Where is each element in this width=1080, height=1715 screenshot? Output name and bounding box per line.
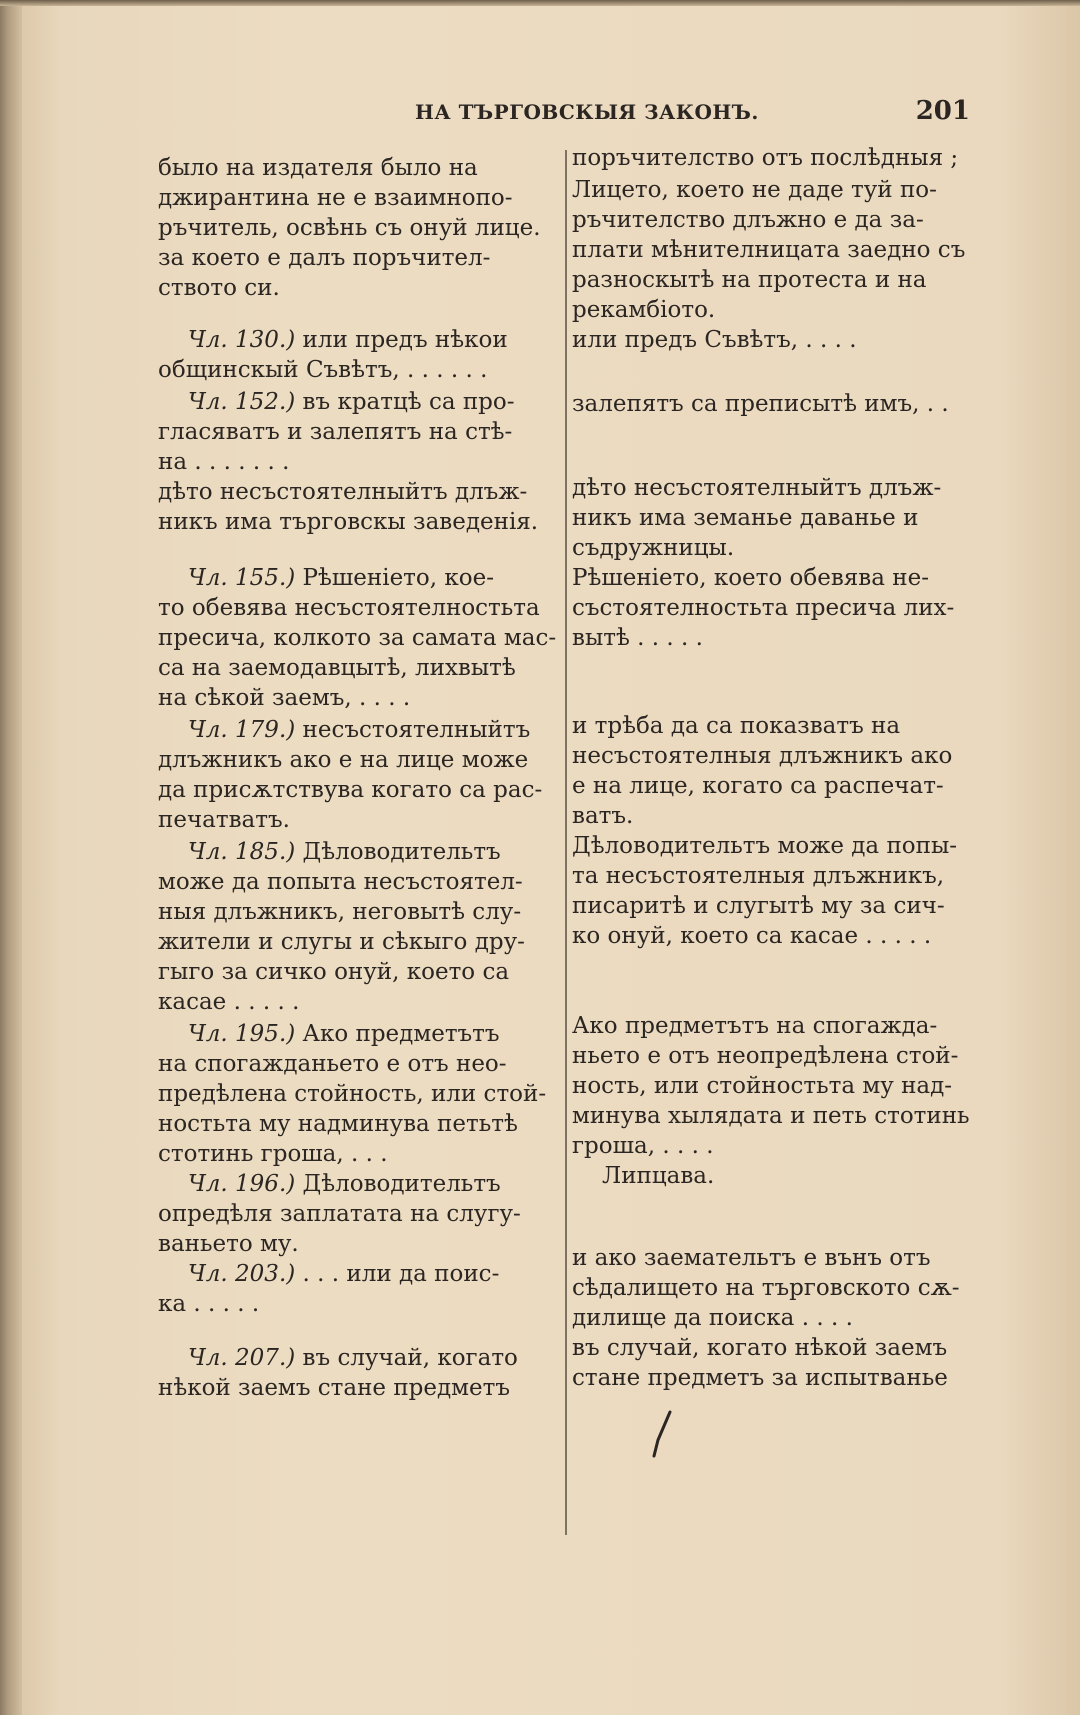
line-text: было на издателя было на [158,155,478,181]
line-text: то обевява несъстоятелностьта [158,595,540,621]
line-text: пресича, колкото за самата мас- [158,625,557,651]
left-column-line [158,1372,510,1404]
line-text: дѣто несъстоятелныйтъ длъж- [572,475,942,501]
line-text: ностьта му надминува петьтѣ [158,1111,518,1137]
line-text: Рѣшеніето, кое- [295,565,494,591]
left-column-line [158,476,527,508]
line-text: на . . . . . . . [158,449,290,475]
line-text: е на лице, когато са распечат- [572,773,944,799]
line-text: . . . или да поис- [295,1261,500,1287]
line-text: Дѣловодительтъ може да попы- [572,833,958,859]
left-column-line [158,1108,518,1140]
right-column-line [572,920,931,952]
right-column-line [572,472,941,504]
right-column-line [572,740,952,772]
line-text: общинскый Съвѣтъ, . . . . . . [158,357,488,383]
line-text: за което е далъ поръчител- [158,245,491,271]
right-column-line [572,264,927,296]
left-column-line [158,774,542,806]
line-text: дѣто несъстоятелныйтъ длъж- [158,479,528,505]
line-text: Ако предметътъ [295,1021,500,1047]
line-text: Липцава. [602,1163,715,1189]
line-text: длъжникъ ако е на лице може [158,747,529,773]
line-text: предѣлена стойность, или стой- [158,1081,547,1107]
line-text: рекамбіото. [572,297,716,323]
right-column-line [572,800,633,832]
right-column-line [572,890,945,922]
line-text: ность, или стойностьта му над- [572,1073,953,1099]
line-text: на спогажданьето е отъ нео- [158,1051,507,1077]
page-top-edge [0,0,1080,6]
left-column-line [158,242,490,274]
left-column-line [158,682,410,714]
right-column-line [572,562,929,594]
right-column-line [572,234,965,266]
article-number: Чл. 152.) [188,389,296,415]
pen-mark [648,1410,676,1460]
right-column-line [602,1160,714,1192]
line-text: никъ има търговскы заведенія. [158,509,539,535]
right-column-line [572,502,918,534]
left-column-line [188,836,501,868]
book-binding-edge [0,0,22,1715]
left-column-line [158,866,523,898]
line-text: въ кратцѣ са про- [295,389,515,415]
right-column-line [572,1130,714,1162]
line-text: печатватъ. [158,807,290,833]
left-column-line [158,986,299,1018]
right-column-line [572,1362,948,1394]
line-text: джирантина не е взаимнопо- [158,185,513,211]
line-text: въ случай, когато нѣкой заемъ [572,1335,948,1361]
page-number: 201 [915,96,970,126]
right-column-line [572,532,734,564]
right-column-line [572,1070,952,1102]
article-number: Чл. 155.) [188,565,296,591]
left-column-line [188,1342,518,1374]
right-column-line [572,770,944,802]
left-column-line [158,926,525,958]
line-text: сѣдалището на търговското сѫ- [572,1275,960,1301]
right-column-line [572,388,949,420]
article-number: Чл. 195.) [188,1021,296,1047]
line-text: жители и слугы и сѣкыго дру- [158,929,525,955]
right-column-line [572,294,715,326]
line-text: ко онуй, което са касае . . . . . [572,923,932,949]
left-column-line [158,1288,259,1320]
line-text: минува хылядата и петь стотинь [572,1103,970,1129]
right-column-line [572,1040,958,1072]
line-text: дилище да поиска . . . . [572,1305,853,1331]
right-column-line [572,1100,970,1132]
line-text: несъстоятелныйтъ [295,717,531,743]
running-title: НА ТЪРГОВСКЫЯ ЗАКОНЪ. [415,100,759,124]
line-text: или предъ нѣкои [295,327,508,353]
left-column-line [158,804,290,836]
line-text: ныя длъжникъ, неговытѣ слу- [158,899,522,925]
line-text: писаритѣ и слугытѣ му за сич- [572,893,945,919]
line-text: вытѣ . . . . . [572,625,703,651]
line-text: Лицето, което не даде туй по- [572,177,937,203]
right-column-line [572,174,937,206]
line-text: касае . . . . . [158,989,300,1015]
article-number: Чл. 196.) [188,1171,296,1197]
left-column-line [158,212,541,244]
line-text: Дѣловодительтъ [295,839,501,865]
line-text: несъстоятелныя длъжникъ ако [572,743,953,769]
line-text: ръчителство длъжно е да за- [572,207,924,233]
column-divider [565,150,567,1535]
left-column-line [158,446,289,478]
left-column-line [158,896,521,928]
line-text: никъ има земанье даванье и [572,505,919,531]
line-text: Ако предметътъ на спогажда- [572,1013,938,1039]
line-text: и трѣба да са показватъ на [572,713,901,739]
right-column-line [572,1010,937,1042]
left-column-line [158,1138,388,1170]
line-text: въ случай, когато [295,1345,518,1371]
left-column-line [188,324,508,356]
right-column-line [572,622,703,654]
line-text: са на заемодавцытѣ, лихвытѣ [158,655,516,681]
line-text: поръчителство отъ послѣдныя ; [572,145,959,171]
line-text: Рѣшеніето, което обевява не- [572,565,929,591]
right-column-line [572,1302,853,1334]
left-column-line [158,272,280,304]
line-text: да присѫтствува когато са рас- [158,777,543,803]
line-text: Дѣловодительтъ [295,1171,501,1197]
left-column-line [188,562,494,594]
left-column-line [188,1168,501,1200]
left-column-line [158,182,513,214]
line-text: ньето е отъ неопредѣлена стой- [572,1043,959,1069]
left-column-line [158,506,538,538]
line-text: гроша, . . . . [572,1133,714,1159]
right-column-line [572,324,857,356]
line-text: ка . . . . . [158,1291,260,1317]
line-text: залепятъ са преписытѣ имъ, . . [572,391,949,417]
right-column-line [572,592,954,624]
article-number: Чл. 130.) [188,327,296,353]
left-column-line [158,652,516,684]
article-number: Чл. 179.) [188,717,296,743]
right-column-line [572,142,958,174]
line-text: ството си. [158,275,280,301]
line-text: ватъ. [572,803,634,829]
left-column-line [158,354,487,386]
left-column-line [158,416,512,448]
left-column-line [188,714,530,746]
left-column-line [158,592,540,624]
line-text: нѣкой заемъ стане предметъ [158,1375,511,1401]
line-text: и ако заемательтъ е вънъ отъ [572,1245,931,1271]
right-column-line [572,1272,960,1304]
line-text: плати мѣнителницата заедно съ [572,237,966,263]
line-text: състоятелностьта пресича лих- [572,595,955,621]
left-column-line [188,1258,499,1290]
article-number: Чл. 185.) [188,839,296,865]
article-number: Чл. 203.) [188,1261,296,1287]
right-column-line [572,204,924,236]
left-column-line [158,1078,546,1110]
line-text: стане предметъ за испытванье [572,1365,948,1391]
line-text: ваньето му. [158,1231,299,1257]
line-text: та несъстоятелныя длъжникъ, [572,863,945,889]
left-column-line [188,1018,500,1050]
line-text: на сѣкой заемъ, . . . . [158,685,411,711]
left-column-line [158,622,556,654]
left-column-line [158,152,478,184]
right-column-line [572,860,944,892]
line-text: гласяватъ и залепятъ на стѣ- [158,419,513,445]
line-text: ръчитель, освѣнь съ онуй лице. [158,215,541,241]
left-column-line [158,1048,507,1080]
line-text: разноскытѣ на протеста и на [572,267,927,293]
left-column-line [158,956,509,988]
left-column-line [158,1228,299,1260]
left-column-line [158,1198,521,1230]
line-text: стотинь гроша, . . . [158,1141,388,1167]
line-text: съдружницы. [572,535,735,561]
right-column-line [572,830,957,862]
line-text: гыго за сичко онуй, което са [158,959,510,985]
right-column-line [572,710,900,742]
left-column-line [158,744,528,776]
line-text: или предъ Съвѣтъ, . . . . [572,327,857,353]
line-text: опредѣля заплатата на слугу- [158,1201,521,1227]
article-number: Чл. 207.) [188,1345,296,1371]
right-column-line [572,1242,930,1274]
line-text: може да попыта несъстоятел- [158,869,523,895]
left-column-line [188,386,515,418]
page-header [150,96,970,136]
right-column-line [572,1332,947,1364]
